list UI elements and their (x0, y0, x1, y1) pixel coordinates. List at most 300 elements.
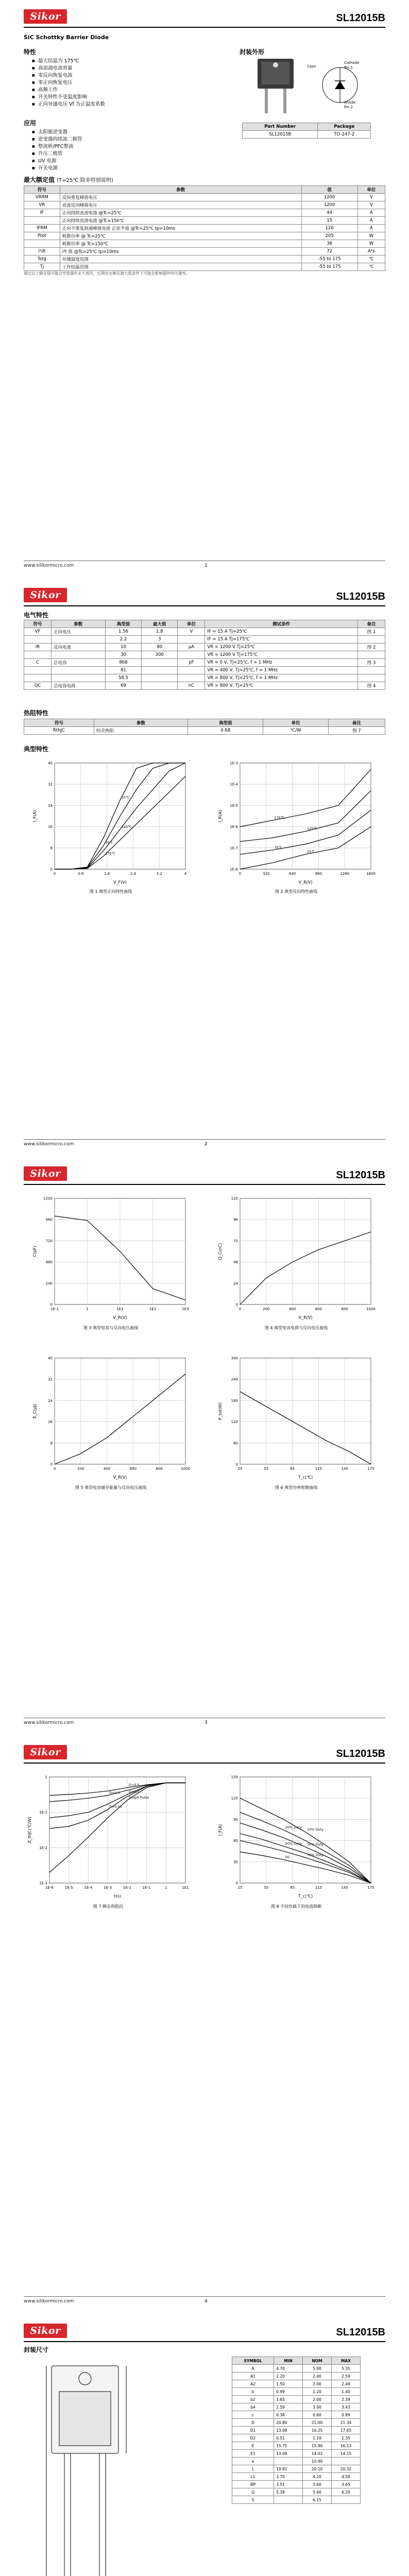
brand-logo: Sikor (24, 1166, 67, 1181)
table-row (232, 2458, 361, 2465)
table-row (24, 651, 385, 659)
table-cell: 0.89 (332, 2411, 361, 2419)
table-cell: 5.39 (274, 2488, 303, 2496)
y-tick-label: 1 (45, 1775, 47, 1780)
series-label: Single Pulse (128, 1795, 149, 1800)
table-cell: VR = 0 V, Tj=25℃, f = 1 MHz (205, 659, 358, 667)
series-label: 10% Duty (307, 1827, 324, 1832)
table-cell: 19.81 (274, 2465, 303, 2473)
part-number: SL12015B (336, 1170, 385, 1181)
column-header: MIN (274, 2357, 303, 2365)
y-tick-label: 1E-8 (230, 867, 238, 872)
table-cell (178, 674, 205, 682)
x-tick-label: 25 (237, 1467, 243, 1471)
table-cell: 1200 (301, 201, 357, 209)
table-row (232, 2450, 361, 2458)
table-cell: V (357, 194, 385, 201)
table-cell: RthJC (24, 727, 94, 735)
app-item: ■ 升压二极管 (38, 150, 185, 158)
app-item: ■ 逆变器的续流二极管 (38, 136, 185, 143)
y-tick-label: 60 (233, 1839, 238, 1843)
x-axis-label: T_c(℃) (298, 1475, 313, 1480)
table-cell: 0.38 (274, 2411, 303, 2419)
x-tick-label: 640 (288, 872, 296, 876)
table-cell: i²t 值 @Tc=25℃ tp=10ms (60, 248, 301, 256)
table-cell (357, 674, 385, 682)
y-tick-label: 24 (48, 803, 53, 808)
y-tick-label: 0 (235, 1462, 238, 1467)
table-cell: 205 (301, 232, 357, 240)
ratings-table (24, 185, 385, 271)
table-cell: V (357, 201, 385, 209)
series-label: 50% Duty (285, 1841, 302, 1846)
x-tick-label: 1E-1 (50, 1307, 59, 1311)
table-cell: VR = 1200 V Tj=25℃ (205, 643, 358, 651)
table-cell: 10 (105, 643, 141, 651)
table-cell: A (357, 209, 385, 217)
table-row (24, 263, 385, 271)
table-cell: 图 7 (328, 727, 385, 735)
table-cell: 正向电压 (51, 628, 105, 636)
x-tick-label: 1E-1 (142, 1886, 151, 1890)
table-cell (24, 651, 52, 659)
x-axis-label: V_R(V) (113, 1315, 127, 1320)
table-cell (274, 2496, 303, 2504)
x-tick-label: 55 (264, 1467, 269, 1471)
table-row (24, 248, 385, 256)
table-cell (24, 636, 52, 643)
order-header-package: Package (318, 123, 371, 131)
table-row (232, 2427, 361, 2434)
table-cell: 13.06 (274, 2450, 303, 2458)
part-number: SL12015B (336, 12, 385, 24)
column-header: 典型值 (188, 719, 263, 727)
feature-item: ■ 零反向恢复电流 (38, 72, 196, 79)
y-tick-label: 1E-3 (230, 761, 238, 766)
ratings-cond: (T=25℃ 除非特别说明) (57, 178, 113, 183)
feature-item: ■ 最大结温为 175℃ (38, 58, 196, 65)
y-tick-label: 72 (233, 1239, 238, 1243)
x-tick-label: 1.6 (104, 872, 110, 876)
table-cell: 16.25 (303, 2427, 332, 2434)
column-header: MAX (332, 2357, 361, 2365)
table-row (232, 2481, 361, 2488)
brand-logo: Sikor (24, 588, 67, 602)
pin-label-cathode: Cathode (344, 61, 360, 65)
table-cell: 5.31 (332, 2365, 361, 2372)
x-tick-label: 1000 (366, 1307, 376, 1311)
x-tick-label: 1E-3 (104, 1886, 112, 1890)
column-header: 符号 (24, 620, 52, 628)
table-cell: 21.00 (303, 2419, 332, 2427)
footer-website: www.silikormicro.com (24, 563, 74, 568)
page-header (24, 2321, 385, 2342)
series-label: 125℃ (307, 826, 317, 831)
table-cell: 10.90 (303, 2458, 332, 2465)
table-cell: VF (24, 628, 52, 636)
order-table (242, 123, 371, 139)
table-cell: 耗散功率 @ Tc=25℃ (60, 232, 301, 240)
table-cell: C (24, 659, 52, 667)
series-label: 25℃ (307, 850, 315, 854)
table-cell: D1 (232, 2427, 274, 2434)
table-cell: 2.2 (105, 636, 141, 643)
table-cell: A (232, 2365, 274, 2372)
table-cell (24, 667, 52, 674)
table-cell: 44 (301, 209, 357, 217)
y-tick-label: 40 (48, 1356, 53, 1361)
y-tick-label: 16 (48, 825, 53, 829)
table-cell: ℃ (357, 263, 385, 271)
table-row (24, 225, 385, 232)
part-number: SL12015B (336, 1748, 385, 1759)
package-image (242, 58, 309, 114)
table-cell (274, 2458, 303, 2465)
caption-fig4: 图 4 典型电容电荷与反向电压曲线 (264, 1326, 328, 1330)
table-row (232, 2372, 361, 2380)
table-cell: 4.20 (303, 2473, 332, 2481)
feature-item: ■ 正向导通电压 Vf 为正温度系数 (38, 101, 196, 108)
chart-energy (31, 1353, 191, 1482)
x-tick-label: 115 (315, 1467, 322, 1471)
x-tick-label: 0 (53, 872, 56, 876)
table-cell: 2.59 (332, 2372, 361, 2380)
part-number: SL12015B (336, 2327, 385, 2338)
table-cell: ℃ (357, 256, 385, 263)
series-label: 175℃ (274, 816, 285, 820)
table-cell: c (232, 2411, 274, 2419)
dim-table (232, 2357, 361, 2504)
x-tick-label: 3.2 (156, 872, 162, 876)
table-cell: 3.51 (274, 2481, 303, 2488)
table-cell: i²dt (24, 248, 60, 256)
table-row (243, 131, 371, 139)
x-tick-label: 1E1 (116, 1307, 124, 1311)
table-cell: 正向不重复浪涌峰值电流 正弦半波 @Tc=25℃ tp=10ms (60, 225, 301, 232)
table-cell: A (357, 217, 385, 225)
series-label: D=0.1 (128, 1789, 140, 1794)
table-cell: 0.60 (303, 2411, 332, 2419)
x-axis-label: V_R(V) (298, 880, 313, 885)
apps-title: 应用 (24, 120, 37, 127)
column-header: 单位 (357, 186, 385, 194)
y-tick-label: 8 (50, 846, 53, 851)
y-tick-label: 0 (50, 867, 53, 872)
page-5 (0, 2314, 409, 2576)
table-cell: 1.50 (274, 2380, 303, 2388)
table-cell: D (232, 2419, 274, 2427)
table-row (24, 643, 385, 651)
table-cell: 81 (105, 667, 141, 674)
table-cell (51, 651, 105, 659)
table-row (24, 659, 385, 667)
table-cell: 20.80 (274, 2419, 303, 2427)
page-footer (24, 2296, 385, 2307)
table-row (232, 2396, 361, 2403)
table-cell: 5.60 (303, 2488, 332, 2496)
table-cell: 图 2 (357, 643, 385, 651)
header-rule (24, 2341, 385, 2342)
table-cell: A1 (232, 2372, 274, 2380)
column-header: 值 (301, 186, 357, 194)
order-part: SL12015B (243, 131, 318, 139)
table-cell: 14.15 (332, 2450, 361, 2458)
table-row (24, 674, 385, 682)
table-row (232, 2419, 361, 2427)
x-tick-label: 1600 (366, 872, 376, 876)
table-row (232, 2403, 361, 2411)
apps-list (31, 129, 185, 172)
y-tick-label: 16 (48, 1420, 53, 1425)
caption-fig2: 图 2 典型反向特性曲线 (275, 889, 318, 894)
table-cell: 2.00 (303, 2396, 332, 2403)
x-tick-label: 1E2 (149, 1307, 157, 1311)
table-cell: 1.20 (303, 2388, 332, 2396)
table-cell: IR (24, 643, 52, 651)
order-header-part: Part Number (243, 123, 318, 131)
table-cell: 1.40 (332, 2388, 361, 2396)
table-cell: 3.43 (332, 2403, 361, 2411)
x-tick-label: 320 (263, 872, 270, 876)
table-cell: 20.32 (332, 2465, 361, 2473)
subtitle: SiC Schottky Barrier Diode (24, 34, 109, 41)
x-tick-label: 1 (165, 1886, 167, 1890)
page-number: 1 (204, 563, 208, 568)
x-tick-label: 400 (288, 1307, 296, 1311)
table-cell: QC (24, 682, 52, 690)
header-rule (24, 27, 385, 28)
x-tick-label: 4 (184, 872, 187, 876)
table-cell: E (232, 2442, 274, 2450)
table-cell: IF (24, 209, 60, 217)
y-tick-label: 720 (45, 1239, 53, 1243)
column-header: 符号 (24, 719, 94, 727)
plot-area (240, 1198, 371, 1304)
page-footer (24, 1718, 385, 1728)
y-tick-label: 1200 (43, 1196, 53, 1201)
x-axis-label: V_F(V) (113, 880, 127, 885)
table-cell: b2 (232, 2396, 274, 2403)
table-cell: 正向持续直流电流 @Tc=150℃ (60, 217, 301, 225)
table-cell: VR = 800 V, Tj=25℃, f = 1 MHz (205, 674, 358, 682)
x-axis-label: V_R(V) (298, 1315, 313, 1320)
column-header: 典型值 (105, 620, 141, 628)
x-tick-label: 400 (103, 1467, 111, 1471)
chart-power (216, 1353, 376, 1482)
y-tick-label: 1E-7 (230, 846, 238, 851)
table-cell (51, 674, 105, 682)
table-cell: IF = 15 A Tj=25℃ (205, 628, 358, 636)
x-tick-label: 960 (315, 872, 322, 876)
column-header: 备注 (357, 620, 385, 628)
page-footer (24, 1139, 385, 1150)
table-cell: S (232, 2496, 274, 2504)
x-tick-label: 1E3 (182, 1307, 189, 1311)
x-tick-label: 200 (263, 1307, 270, 1311)
footer-website: www.silikormicro.com (24, 1720, 74, 1725)
y-tick-label: 120 (231, 1796, 238, 1801)
y-axis-label: C(pF) (32, 1246, 37, 1257)
table-cell: 2.59 (274, 2403, 303, 2411)
table-cell (332, 2458, 361, 2465)
table-cell: b (232, 2388, 274, 2396)
table-row (24, 232, 385, 240)
table-cell (142, 682, 178, 690)
table-cell: 3.60 (303, 2481, 332, 2488)
y-tick-label: 60 (233, 1441, 238, 1446)
table-cell: 868 (105, 659, 141, 667)
x-tick-label: 175 (367, 1467, 374, 1471)
series-label: 175℃ (105, 851, 115, 856)
table-cell (24, 674, 52, 682)
table-cell: 15.75 (274, 2442, 303, 2450)
table-cell (178, 651, 205, 659)
y-tick-label: 32 (48, 1377, 53, 1382)
page-number: 2 (204, 1142, 208, 1147)
ratings-title-text: 最大额定值 (24, 176, 55, 183)
table-row (232, 2473, 361, 2481)
page-header (24, 7, 385, 28)
y-axis-label: P_tot(W) (218, 1402, 223, 1420)
x-tick-label: 115 (315, 1886, 322, 1890)
table-cell: IFRM (24, 225, 60, 232)
pin-label-pin2: Pin 2 (344, 105, 353, 109)
feature-item: ■ 高频工作 (38, 87, 196, 94)
dim-title: 封装尺寸 (24, 2346, 49, 2353)
table-cell: 1.65 (274, 2396, 303, 2403)
table-cell: 2.20 (274, 2372, 303, 2380)
table-cell: 13.08 (274, 2427, 303, 2434)
chart-charge (216, 1193, 376, 1322)
plot-area (240, 763, 371, 869)
table-cell: 直流反向峰值电压 (60, 201, 301, 209)
y-tick-label: 150 (231, 1775, 238, 1780)
column-header: NOM (303, 2357, 332, 2365)
y-tick-label: 1E-6 (230, 825, 238, 829)
plot-area (240, 1358, 371, 1464)
table-cell: Tj (24, 263, 60, 271)
x-tick-label: 600 (129, 1467, 137, 1471)
app-item: ■ UV 电源 (38, 158, 185, 165)
table-cell: pF (178, 659, 205, 667)
footer-website: www.silikormicro.com (24, 2299, 74, 2304)
table-row (24, 256, 385, 263)
table-cell: ØP (232, 2481, 274, 2488)
table-cell: VR = 800 V, Tj=25℃ (205, 682, 358, 690)
x-tick-label: 1000 (181, 1467, 190, 1471)
table-row (232, 2388, 361, 2396)
y-tick-label: 96 (233, 1217, 238, 1222)
table-cell: 3 (142, 636, 178, 643)
elec-table (24, 620, 385, 690)
table-cell: 4.50 (332, 2473, 361, 2481)
table-cell (332, 2496, 361, 2504)
y-axis-label: Q_C(nC) (218, 1243, 223, 1260)
table-cell: 0.99 (274, 2388, 303, 2396)
table-cell: 1.56 (105, 628, 141, 636)
features-title: 特性 (24, 48, 37, 56)
x-tick-label: 0 (238, 1307, 242, 1311)
footnote: 超过以上额定值可能会导致器件永久损坏，长期处在额定最大值条件下可能会影响器件的可靠性。 (24, 271, 190, 276)
footer-website: www.silikormicro.com (24, 1142, 74, 1147)
table-cell: 3.70 (274, 2473, 303, 2481)
x-tick-label: 85 (290, 1467, 295, 1471)
table-cell: 3.00 (303, 2403, 332, 2411)
typ-title: 典型特性 (24, 745, 49, 753)
x-tick-label: 1280 (340, 872, 350, 876)
y-tick-label: 8 (50, 1441, 53, 1446)
table-cell: VR = 1200 V Tj=175℃ (205, 651, 358, 659)
table-cell: 反向电流 (51, 643, 105, 651)
table-cell: IF = 15 A Tj=175℃ (205, 636, 358, 643)
feature-item: ■ 高浪涌电流容量 (38, 65, 196, 72)
y-tick-label: 1E-4 (230, 782, 238, 787)
column-header: 备注 (328, 719, 385, 727)
table-cell: 0.51 (274, 2434, 303, 2442)
chart-derating (216, 1772, 376, 1901)
chart-thermal-impedance (26, 1772, 191, 1901)
table-cell (357, 651, 385, 659)
y-tick-label: 180 (231, 1398, 238, 1403)
table-cell: 80 (142, 643, 178, 651)
column-header: 符号 (24, 186, 60, 194)
series-label: D=0.3 (109, 1790, 120, 1795)
table-cell: 图 1 (357, 628, 385, 636)
table-cell: A²s (357, 248, 385, 256)
table-cell: 15 (301, 217, 357, 225)
page-4 (0, 1736, 409, 2314)
column-header: 参数 (60, 186, 301, 194)
table-cell (142, 659, 178, 667)
table-cell: 16.13 (332, 2442, 361, 2450)
plot-area (55, 1358, 185, 1464)
x-tick-label: 800 (156, 1467, 163, 1471)
table-row (232, 2411, 361, 2419)
table-row (232, 2465, 361, 2473)
table-cell: 图 4 (357, 682, 385, 690)
header-rule (24, 605, 385, 606)
series-label: 20% Duty (285, 1825, 302, 1829)
y-tick-label: 300 (231, 1356, 238, 1361)
y-tick-label: 1E-1 (39, 1810, 47, 1815)
page-footer (24, 561, 385, 571)
y-tick-label: 480 (45, 1260, 53, 1265)
chart-capacitance (31, 1193, 191, 1322)
series-label: 70% Duty (307, 1853, 324, 1857)
page-header (24, 1164, 385, 1185)
table-cell: ℃/W (263, 727, 328, 735)
column-header: 最大值 (142, 620, 178, 628)
table-cell: 总电容电荷 (51, 682, 105, 690)
table-cell: A2 (232, 2380, 274, 2388)
caption-fig5: 图 5 典型电容储存能量与反向电压曲线 (75, 1485, 147, 1490)
table-row (24, 201, 385, 209)
table-cell (142, 674, 178, 682)
table-cell: e (232, 2458, 274, 2465)
y-tick-label: 1E-3 (39, 1881, 47, 1886)
x-tick-label: 600 (315, 1307, 322, 1311)
table-cell (357, 636, 385, 643)
table-row (232, 2496, 361, 2504)
pin-label-anode: Anode (344, 100, 356, 105)
table-cell: 6.20 (332, 2488, 361, 2496)
table-cell: L (232, 2465, 274, 2473)
table-cell: -55 to 175 (301, 263, 357, 271)
feature-item: ■ 开关特性不受温度影响 (38, 94, 196, 101)
table-cell (51, 636, 105, 643)
table-cell: D2 (232, 2434, 274, 2442)
table-cell: E1 (232, 2450, 274, 2458)
